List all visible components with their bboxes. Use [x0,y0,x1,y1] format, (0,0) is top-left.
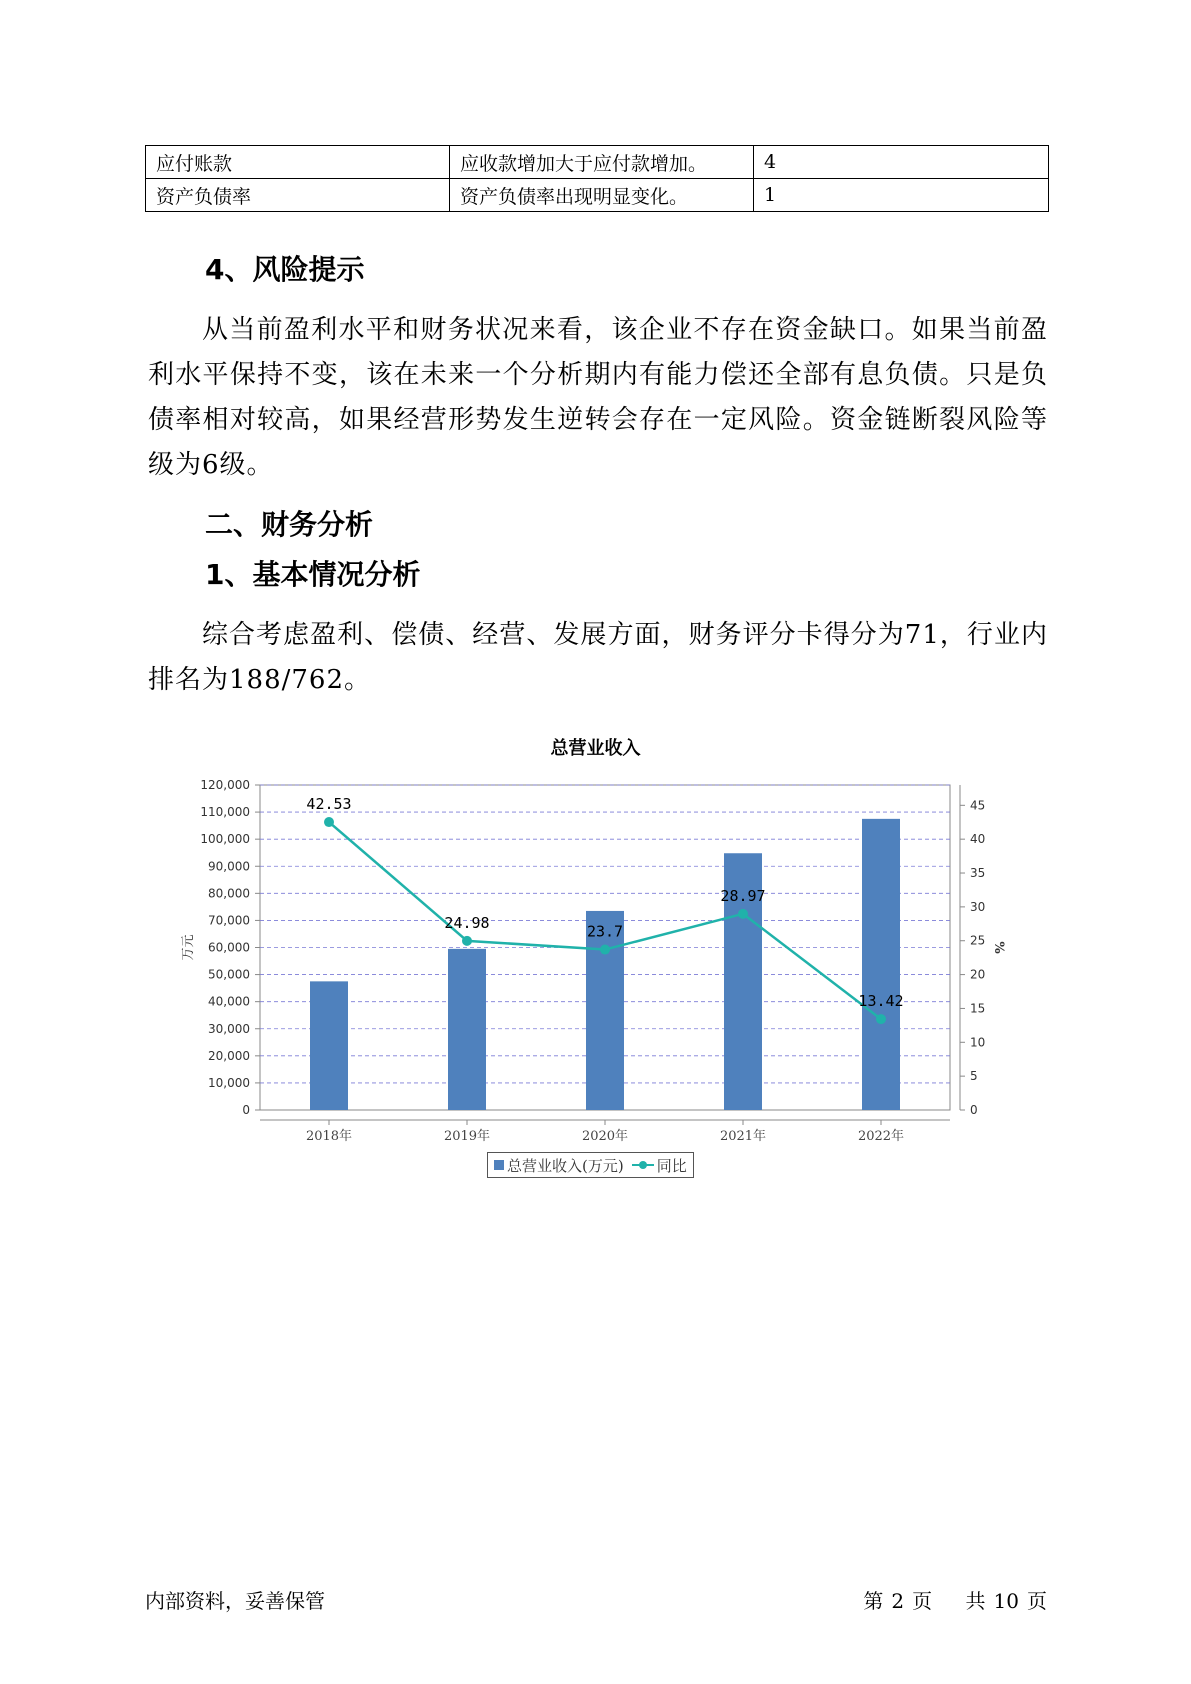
line-swatch-icon [632,1160,654,1170]
yoy-point [738,909,748,919]
y-tick-label: 60,000 [208,940,250,955]
legend-item-revenue [494,1155,624,1176]
yoy-point [462,936,472,946]
yoy-data-label: 24.98 [444,913,490,932]
risk-indicator-table [145,145,1049,212]
y2-tick-label: 15 [970,1001,986,1016]
bar-swatch-icon [494,1160,504,1170]
x-tick-label: 2020年 [581,1129,629,1144]
revenue-bar [310,981,348,1110]
total-unit: 页 [1027,1589,1047,1613]
y-tick-label: 20,000 [208,1048,250,1063]
revenue-bar [862,819,900,1110]
page-number: 2 [891,1589,905,1613]
total-prefix: 共 [965,1589,986,1613]
yoy-data-label: 23.7 [586,922,624,941]
y-tick-label: 110,000 [200,805,250,820]
x-tick-label: 2019年 [443,1129,491,1144]
table-row [146,146,1049,179]
basic-analysis-heading: 1、基本情况分析 [205,558,421,591]
revenue-chart [170,765,1010,1155]
x-tick-label: 2021年 [719,1129,767,1144]
legend-label-yoy: 同比 [656,1156,687,1175]
y-tick-label: 30,000 [208,1021,250,1036]
x-tick-label: 2022年 [857,1129,905,1144]
page-prefix: 第 [863,1589,884,1613]
legend-label-revenue: 总营业收入(万元) [507,1156,624,1175]
revenue-bar [586,911,624,1110]
indicator-name: 资产负债率 [146,179,450,212]
basic-analysis-paragraph: 综合考虑盈利、偿债、经营、发展方面，财务评分卡得分为71，行业内排名为188/762。 [148,620,1048,695]
legend-item-yoy [632,1155,687,1176]
y2-tick-label: 20 [970,967,986,982]
finance-heading: 二、财务分析 [205,508,374,541]
y-tick-label: 10,000 [208,1075,250,1090]
y-tick-label: 80,000 [208,886,250,901]
y-tick-label: 90,000 [208,859,250,874]
risk-heading: 4、风险提示 [205,253,365,286]
y2-axis-label: % [991,941,1006,954]
yoy-data-label: 42.53 [306,795,352,814]
y2-tick-label: 25 [970,933,986,948]
y2-tick-label: 40 [970,832,986,847]
y2-tick-label: 10 [970,1035,986,1050]
y-tick-label: 120,000 [200,778,250,792]
y-tick-label: 100,000 [200,832,250,847]
indicator-score: 4 [754,146,1049,179]
indicator-name: 应付账款 [146,146,450,179]
y2-tick-label: 5 [970,1069,978,1084]
y2-tick-label: 0 [970,1103,978,1117]
y-tick-label: 0 [242,1103,250,1117]
confidential-note: 内部资料，妥善保管 [145,1589,325,1613]
y-tick-label: 40,000 [208,994,250,1009]
page-indicator [859,1585,1051,1614]
yoy-data-label: 13.42 [858,992,904,1011]
chart-title: 总营业收入 [550,738,641,759]
total-pages: 10 [993,1589,1019,1613]
y-tick-label: 50,000 [208,967,250,982]
page-unit: 页 [912,1589,933,1613]
indicator-desc: 应收款增加大于应付款增加。 [450,146,754,179]
revenue-bar [448,949,486,1110]
y-tick-label: 70,000 [208,913,250,928]
y2-tick-label: 45 [970,798,986,813]
y-axis-label: 万元 [181,934,196,961]
yoy-data-label: 28.97 [720,886,766,905]
yoy-point [600,945,610,955]
yoy-point [324,817,334,827]
x-tick-label: 2018年 [305,1129,353,1144]
table-row [146,179,1049,212]
risk-paragraph: 从当前盈利水平和财务状况来看，该企业不存在资金缺口。如果当前盈利水平保持不变，该在未来一个分析期内有能力偿还全部有息负债。只是负债率相对较高，如果经营形势发生逆转会存在一定风险。资金链断裂风险等级为6级。 [148,315,1048,480]
yoy-point [876,1014,886,1024]
indicator-score: 1 [754,179,1049,212]
indicator-desc: 资产负债率出现明显变化。 [450,179,754,212]
y2-tick-label: 30 [970,899,986,914]
y2-tick-label: 35 [970,866,986,881]
chart-legend [487,1152,694,1178]
